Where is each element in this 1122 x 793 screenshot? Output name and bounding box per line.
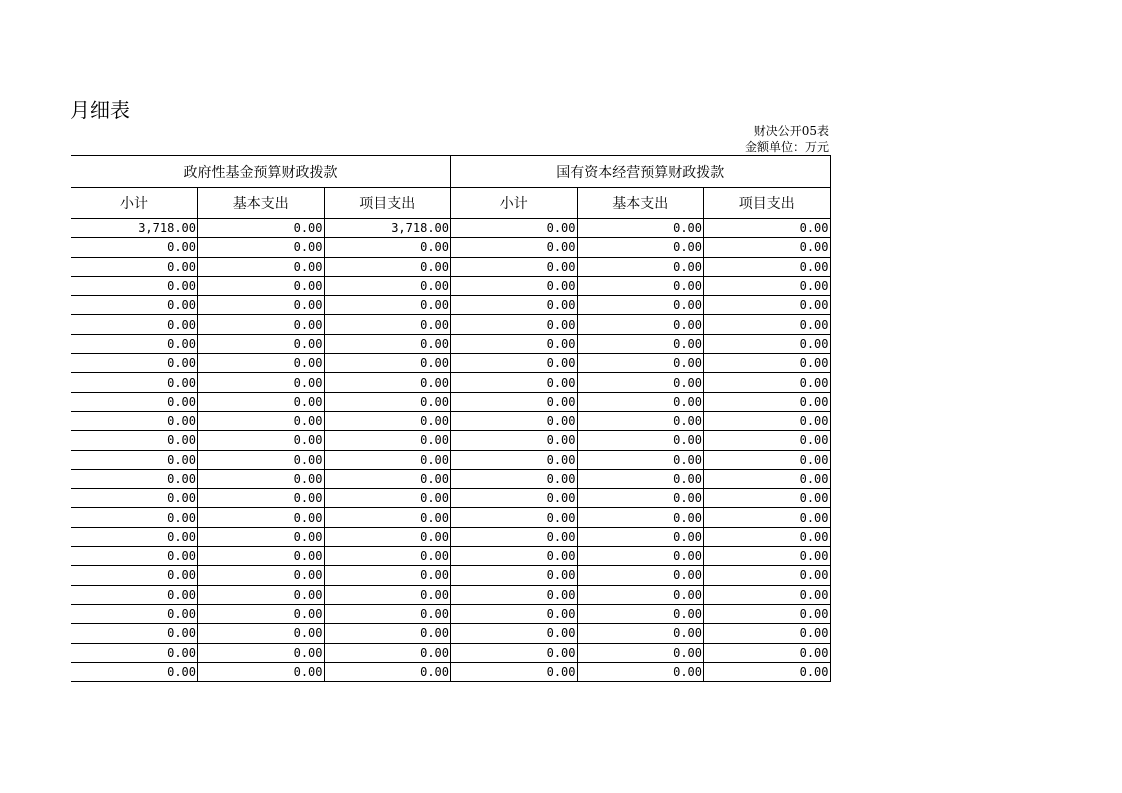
table-cell: 0.00 — [451, 469, 578, 488]
table-cell: 0.00 — [71, 450, 198, 469]
table-cell: 0.00 — [577, 315, 704, 334]
table-cell: 0.00 — [704, 604, 831, 623]
table-cell: 0.00 — [71, 604, 198, 623]
table-cell: 0.00 — [704, 547, 831, 566]
table-cell: 0.00 — [324, 257, 451, 276]
table-cell: 0.00 — [704, 489, 831, 508]
table-cell: 3,718.00 — [324, 219, 451, 238]
table-row — [71, 508, 830, 527]
table-row — [71, 662, 830, 681]
table-cell: 0.00 — [71, 662, 198, 681]
table-cell: 0.00 — [451, 489, 578, 508]
table-row — [71, 469, 830, 488]
table-cell: 0.00 — [704, 527, 831, 546]
table-cell: 0.00 — [324, 450, 451, 469]
table-cell: 0.00 — [704, 624, 831, 643]
table-cell: 0.00 — [577, 527, 704, 546]
table-row — [71, 354, 830, 373]
table-cell: 0.00 — [71, 238, 198, 257]
table-cell: 0.00 — [577, 411, 704, 430]
table-cell: 0.00 — [198, 334, 325, 353]
form-code-label: 财决公开05表 — [753, 124, 829, 138]
table-cell: 0.00 — [577, 296, 704, 315]
table-row — [71, 547, 830, 566]
table-cell: 0.00 — [704, 508, 831, 527]
table-cell: 0.00 — [704, 276, 831, 295]
table-cell: 0.00 — [704, 431, 831, 450]
table-cell: 0.00 — [451, 527, 578, 546]
table-cell: 0.00 — [451, 296, 578, 315]
table-cell: 0.00 — [451, 585, 578, 604]
table-cell: 0.00 — [324, 566, 451, 585]
table-cell: 0.00 — [71, 276, 198, 295]
table-cell: 0.00 — [71, 334, 198, 353]
col-header-basic: 基本支出 — [577, 188, 704, 219]
table-row — [71, 315, 830, 334]
table-cell: 0.00 — [577, 354, 704, 373]
table-cell: 0.00 — [71, 508, 198, 527]
table-cell: 0.00 — [198, 585, 325, 604]
table-row — [71, 489, 830, 508]
table-row — [71, 219, 830, 238]
table-cell: 0.00 — [71, 315, 198, 334]
table-cell: 0.00 — [71, 585, 198, 604]
table-cell: 0.00 — [704, 315, 831, 334]
table-row — [71, 276, 830, 295]
table-cell: 0.00 — [451, 315, 578, 334]
table-cell: 0.00 — [198, 238, 325, 257]
table-cell: 0.00 — [324, 238, 451, 257]
table-cell: 0.00 — [198, 411, 325, 430]
table-row — [71, 296, 830, 315]
table-body — [71, 219, 830, 682]
table-cell: 0.00 — [577, 508, 704, 527]
table-cell: 0.00 — [198, 662, 325, 681]
table-cell: 0.00 — [71, 547, 198, 566]
table-cell: 0.00 — [704, 566, 831, 585]
table-cell: 0.00 — [577, 662, 704, 681]
table-row — [71, 411, 830, 430]
table-cell: 0.00 — [198, 354, 325, 373]
table-cell: 0.00 — [577, 392, 704, 411]
table-cell: 0.00 — [71, 373, 198, 392]
table-cell: 0.00 — [324, 489, 451, 508]
table-cell: 0.00 — [71, 431, 198, 450]
table-cell: 0.00 — [704, 296, 831, 315]
table-cell: 0.00 — [198, 547, 325, 566]
table-cell: 0.00 — [198, 469, 325, 488]
table-cell: 0.00 — [324, 276, 451, 295]
table-cell: 0.00 — [704, 392, 831, 411]
table-row — [71, 334, 830, 353]
table-cell: 0.00 — [324, 508, 451, 527]
table-cell: 0.00 — [324, 373, 451, 392]
table-cell: 0.00 — [71, 411, 198, 430]
table-row — [71, 238, 830, 257]
table-cell: 0.00 — [704, 411, 831, 430]
table-cell: 0.00 — [577, 334, 704, 353]
table-cell: 0.00 — [577, 238, 704, 257]
table-cell: 0.00 — [198, 450, 325, 469]
table-cell: 0.00 — [198, 508, 325, 527]
table-cell: 0.00 — [324, 604, 451, 623]
table-cell: 0.00 — [451, 604, 578, 623]
table-cell: 0.00 — [704, 257, 831, 276]
table-cell: 0.00 — [577, 489, 704, 508]
table-cell: 0.00 — [324, 662, 451, 681]
table-cell: 0.00 — [577, 643, 704, 662]
table-cell: 0.00 — [71, 469, 198, 488]
table-cell: 0.00 — [198, 489, 325, 508]
group-header-gov-fund: 政府性基金预算财政拨款 — [71, 156, 451, 188]
table-cell: 0.00 — [324, 296, 451, 315]
table-cell: 0.00 — [451, 508, 578, 527]
table-cell: 0.00 — [451, 643, 578, 662]
table-cell: 0.00 — [71, 527, 198, 546]
table-cell: 0.00 — [704, 450, 831, 469]
table-row — [71, 527, 830, 546]
table-cell: 0.00 — [324, 411, 451, 430]
table-row — [71, 566, 830, 585]
table-cell: 0.00 — [198, 392, 325, 411]
group-header-row — [71, 156, 830, 188]
table-cell: 0.00 — [577, 585, 704, 604]
table-row — [71, 624, 830, 643]
table-cell: 0.00 — [704, 643, 831, 662]
table-cell: 0.00 — [198, 604, 325, 623]
table-cell: 0.00 — [198, 431, 325, 450]
table-cell: 0.00 — [198, 643, 325, 662]
table-cell: 0.00 — [704, 662, 831, 681]
table-cell: 0.00 — [198, 624, 325, 643]
table-cell: 0.00 — [451, 547, 578, 566]
table-row — [71, 585, 830, 604]
table-cell: 0.00 — [451, 624, 578, 643]
table-cell: 0.00 — [324, 315, 451, 334]
table-cell: 0.00 — [577, 604, 704, 623]
table-cell: 0.00 — [451, 354, 578, 373]
table-row — [71, 373, 830, 392]
col-header-subtotal: 小计 — [451, 188, 578, 219]
table-cell: 0.00 — [577, 431, 704, 450]
table-cell: 0.00 — [324, 643, 451, 662]
table-cell: 0.00 — [324, 334, 451, 353]
table-cell: 0.00 — [324, 392, 451, 411]
sub-header-row — [71, 188, 830, 219]
table-cell: 0.00 — [198, 566, 325, 585]
table-cell: 0.00 — [451, 450, 578, 469]
table-cell: 0.00 — [704, 373, 831, 392]
table-cell: 0.00 — [198, 315, 325, 334]
table-cell: 0.00 — [451, 431, 578, 450]
table-cell: 0.00 — [324, 431, 451, 450]
table-cell: 0.00 — [451, 392, 578, 411]
table-cell: 0.00 — [71, 643, 198, 662]
table-cell: 0.00 — [451, 257, 578, 276]
table-cell: 0.00 — [71, 566, 198, 585]
table-cell: 0.00 — [198, 219, 325, 238]
table-row — [71, 604, 830, 623]
table-row — [71, 431, 830, 450]
fund-allocation-table — [71, 155, 831, 682]
table-cell: 0.00 — [71, 489, 198, 508]
table-cell: 0.00 — [451, 662, 578, 681]
unit-label: 金额单位：万元 — [744, 140, 829, 154]
table-cell: 0.00 — [577, 624, 704, 643]
group-header-state-capital: 国有资本经营预算财政拨款 — [451, 156, 831, 188]
table-cell: 0.00 — [198, 296, 325, 315]
table-cell: 0.00 — [198, 257, 325, 276]
table-cell: 3,718.00 — [71, 219, 198, 238]
table-cell: 0.00 — [451, 219, 578, 238]
table-cell: 0.00 — [704, 219, 831, 238]
page-title: 月细表 — [70, 98, 130, 122]
table-cell: 0.00 — [704, 469, 831, 488]
table-cell: 0.00 — [577, 373, 704, 392]
table-cell: 0.00 — [577, 257, 704, 276]
table-cell: 0.00 — [704, 334, 831, 353]
table-cell: 0.00 — [577, 276, 704, 295]
table-row — [71, 257, 830, 276]
table-cell: 0.00 — [324, 469, 451, 488]
col-header-project: 项目支出 — [324, 188, 451, 219]
table-cell: 0.00 — [324, 585, 451, 604]
table-cell: 0.00 — [577, 566, 704, 585]
table-cell: 0.00 — [577, 450, 704, 469]
table-cell: 0.00 — [704, 354, 831, 373]
table-cell: 0.00 — [704, 585, 831, 604]
table-cell: 0.00 — [198, 527, 325, 546]
table-cell: 0.00 — [451, 373, 578, 392]
table-row — [71, 392, 830, 411]
table-cell: 0.00 — [451, 238, 578, 257]
table-cell: 0.00 — [324, 547, 451, 566]
table-cell: 0.00 — [451, 276, 578, 295]
table-cell: 0.00 — [324, 354, 451, 373]
col-header-project: 项目支出 — [704, 188, 831, 219]
table-cell: 0.00 — [324, 624, 451, 643]
table-cell: 0.00 — [198, 373, 325, 392]
col-header-basic: 基本支出 — [198, 188, 325, 219]
table-cell: 0.00 — [324, 527, 451, 546]
table-cell: 0.00 — [577, 469, 704, 488]
table-cell: 0.00 — [451, 411, 578, 430]
table-cell: 0.00 — [704, 238, 831, 257]
table-cell: 0.00 — [71, 296, 198, 315]
table-cell: 0.00 — [71, 257, 198, 276]
table-row — [71, 450, 830, 469]
table-cell: 0.00 — [71, 624, 198, 643]
table-cell: 0.00 — [198, 276, 325, 295]
table-cell: 0.00 — [451, 566, 578, 585]
table-cell: 0.00 — [577, 219, 704, 238]
table-cell: 0.00 — [451, 334, 578, 353]
table-row — [71, 643, 830, 662]
table-cell: 0.00 — [577, 547, 704, 566]
col-header-subtotal: 小计 — [71, 188, 198, 219]
table-cell: 0.00 — [71, 392, 198, 411]
table-cell: 0.00 — [71, 354, 198, 373]
